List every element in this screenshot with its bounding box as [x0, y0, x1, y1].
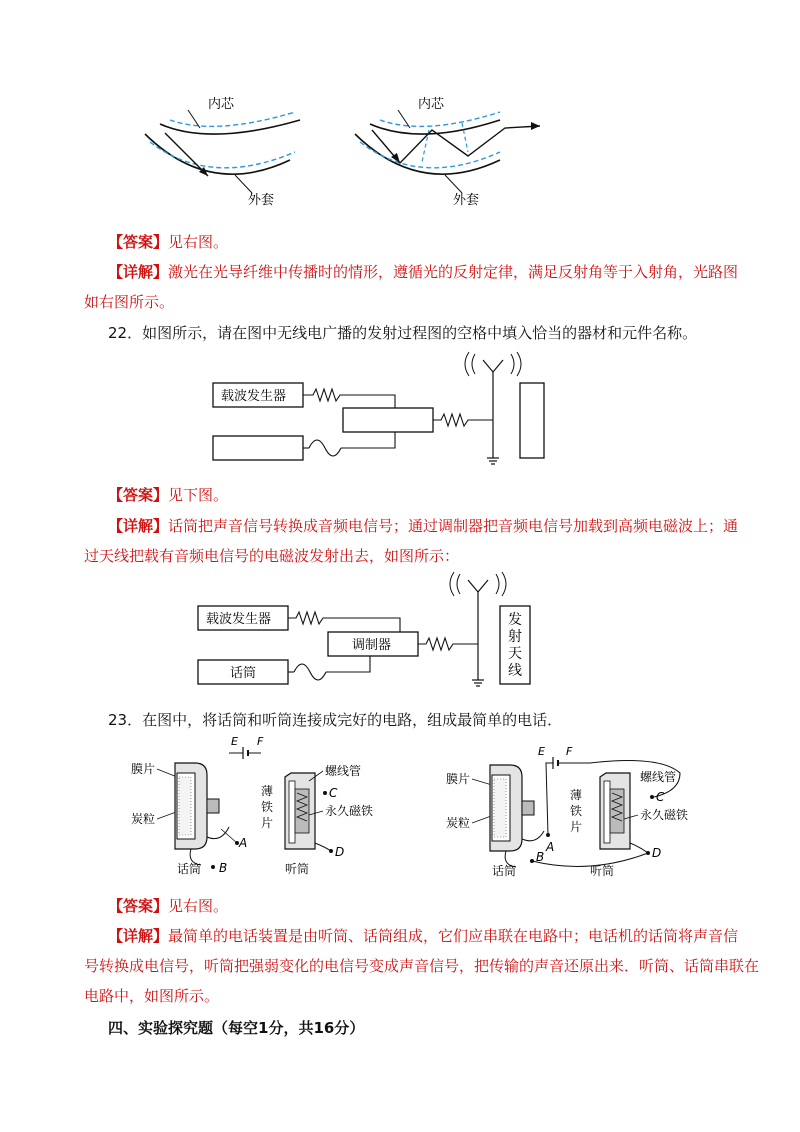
detail-tag: 【详解】: [108, 927, 169, 945]
earpiece-label: 听筒: [590, 864, 615, 878]
broadcast-diagram-blank: [205, 350, 555, 470]
terminal-b-label: B: [536, 850, 545, 864]
carbon-label: 炭粒: [131, 812, 156, 826]
terminal-a-label: A: [546, 840, 555, 854]
detail-text: 最简单的电话装置是由听筒、话筒组成，它们应串联在电路中；电话机的话筒将声音信: [168, 927, 739, 945]
iron-label-1: 薄: [261, 784, 274, 798]
mic-label: 话筒: [492, 864, 517, 878]
q23-detail: [108, 926, 738, 946]
answer-tag: 【答案】: [108, 486, 169, 504]
earpiece-label: 听筒: [285, 862, 310, 876]
carrier-box-label: 载波发生器: [221, 389, 287, 404]
coil-label: 螺线管: [640, 770, 677, 784]
q23-question: 23．在图中，将话筒和听筒连接成完好的电路，组成最简单的电话．: [108, 711, 563, 729]
telephone-diagram-blank: [125, 735, 390, 880]
antenna-blank-box: [520, 383, 544, 458]
antenna-label-2: 射: [508, 629, 522, 645]
microphone-box-label: 话筒: [230, 666, 257, 681]
q23-detail-cont: 号转换成电信号，听筒把强弱变化的电信号变成声音信号，把传输的声音还原出来．听筒、话筒串联在: [84, 957, 760, 975]
answer-tag: 【答案】: [108, 897, 169, 915]
answer-tag: 【答案】: [108, 233, 169, 251]
antenna-label-1: 发: [508, 612, 522, 628]
iron-label-3: 片: [261, 816, 274, 830]
modulator-box-label: 调制器: [352, 638, 392, 653]
detail-text: 话筒把声音信号转换成音频电信号；通过调制器把音频电信号加载到高频电磁波上；通: [168, 517, 739, 535]
q22-question: 22．如图所示，请在图中无线电广播的发射过程图的空格中填入恰当的器材和元件名称。: [108, 324, 698, 342]
answer-text: 见右图。: [168, 233, 229, 251]
q22-answer: [108, 485, 228, 505]
fiber-diagram-right: [350, 88, 550, 213]
coil-label: 螺线管: [325, 764, 362, 778]
terminal-e-label: E: [538, 745, 545, 758]
q23-detail-cont: 电路中，如图所示。: [84, 987, 220, 1005]
mic-label: 话筒: [177, 862, 202, 876]
iron-label-2: 铁: [261, 800, 274, 814]
detail-tag: 【详解】: [108, 517, 169, 535]
q21-detail-cont: 如右图所示。: [84, 293, 175, 311]
terminal-a-label: A: [239, 836, 248, 850]
modulator-blank-box: [343, 408, 433, 432]
answer-text: 见右图。: [168, 897, 229, 915]
telephone-diagram-answer: [440, 735, 720, 880]
q22-detail: [108, 516, 738, 536]
antenna-label-3: 天: [508, 646, 522, 662]
fiber-diagram-left: [140, 88, 320, 213]
section-heading: 四、实验探究题（每空1分，共16分）: [108, 1019, 365, 1037]
terminal-c-label: C: [329, 786, 338, 800]
q23-answer: [108, 896, 228, 916]
broadcast-diagram-answer: [190, 570, 540, 692]
terminal-e-label: E: [231, 735, 238, 748]
terminal-f-label: F: [566, 745, 573, 758]
iron-label-3: 片: [570, 820, 583, 834]
carbon-label: 炭粒: [446, 816, 471, 830]
iron-label-2: 铁: [570, 804, 583, 818]
terminal-f-label: F: [257, 735, 264, 748]
terminal-c-label: C: [656, 790, 665, 804]
q21-detail: [108, 262, 738, 282]
q21-answer: [108, 232, 228, 252]
cladding-label: 外套: [453, 193, 480, 208]
iron-label-1: 薄: [570, 788, 583, 802]
antenna-label-4: 线: [508, 663, 522, 679]
terminal-b-label: B: [219, 861, 228, 875]
cladding-label: 外套: [248, 193, 275, 208]
carrier-box-label: 载波发生器: [206, 612, 272, 627]
core-label: 内芯: [418, 97, 445, 112]
core-label: 内芯: [208, 97, 235, 112]
film-label: 膜片: [131, 762, 156, 776]
microphone-blank-box: [213, 436, 303, 460]
terminal-d-label: D: [652, 846, 662, 860]
magnet-label: 永久磁铁: [640, 808, 689, 822]
magnet-label: 永久磁铁: [325, 804, 374, 818]
answer-text: 见下图。: [168, 486, 229, 504]
detail-text: 激光在光导纤维中传播时的情形，遵循光的反射定律，满足反射角等于入射角，光路图: [168, 263, 739, 281]
film-label: 膜片: [446, 772, 471, 786]
terminal-d-label: D: [335, 845, 345, 859]
detail-tag: 【详解】: [108, 263, 169, 281]
q22-detail-cont: 过天线把载有音频电信号的电磁波发射出去，如图所示：: [84, 547, 460, 565]
